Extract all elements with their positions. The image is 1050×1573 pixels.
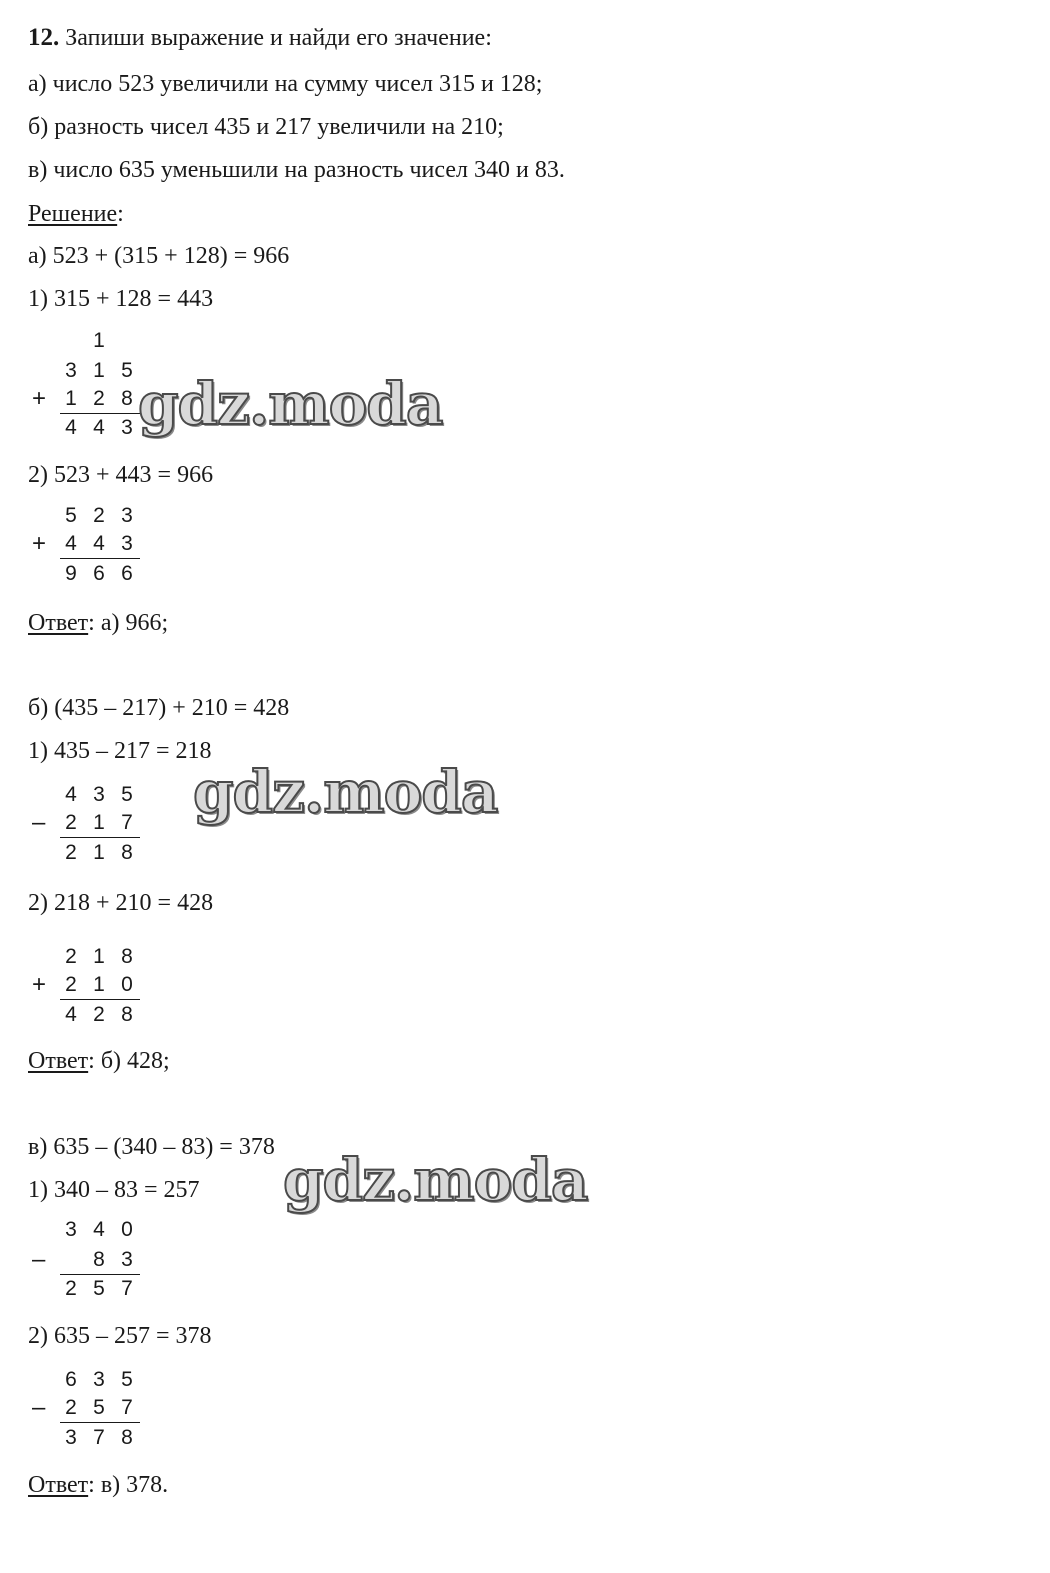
sum-line (60, 999, 140, 1000)
answer-value: : а) 966; (88, 610, 169, 636)
watermark: gdz.moda (138, 370, 443, 438)
digit: 4 (65, 532, 77, 555)
column-calc-b1 (28, 782, 158, 872)
digit: 4 (65, 783, 77, 806)
sum-line (60, 558, 140, 559)
digit: 1 (93, 945, 105, 968)
answer-label: Ответ (28, 1048, 89, 1074)
watermark: gdz.moda (193, 758, 498, 826)
digit: 9 (65, 562, 77, 585)
solution-colon: : (117, 201, 124, 227)
digit: 2 (65, 841, 77, 864)
digit: 7 (121, 1277, 133, 1300)
watermark: gdz.moda (283, 1146, 588, 1214)
answer-value: : б) 428; (88, 1048, 170, 1074)
solution-label: Решение (28, 201, 118, 227)
answer-value: : в) 378. (88, 1472, 169, 1498)
digit: 3 (93, 1368, 105, 1391)
part-c-expression: в) 635 – (340 – 83) = 378 (28, 1134, 275, 1160)
digit: 2 (65, 811, 77, 834)
difference-line (60, 837, 140, 838)
minus-sign: – (32, 809, 46, 836)
digit: 2 (65, 945, 77, 968)
digit: 8 (121, 1003, 133, 1026)
digit: 2 (93, 387, 105, 410)
digit: 4 (93, 532, 105, 555)
digit: 2 (65, 1396, 77, 1419)
digit: 0 (121, 973, 133, 996)
digit: 6 (93, 562, 105, 585)
solution-heading (28, 200, 124, 228)
digit: 5 (93, 1277, 105, 1300)
digit: 8 (121, 387, 133, 410)
column-calc-c2 (28, 1367, 158, 1457)
digit: 7 (121, 1396, 133, 1419)
task-header (28, 24, 492, 52)
digit: 5 (121, 359, 133, 382)
part-a-answer (28, 609, 168, 637)
digit: 3 (65, 1218, 77, 1241)
digit: 1 (93, 811, 105, 834)
digit: 4 (93, 416, 105, 439)
digit: 3 (121, 532, 133, 555)
digit: 2 (65, 1277, 77, 1300)
task-prompt: Запиши выражение и найди его значение: (65, 25, 492, 51)
column-calc-a2 (28, 503, 158, 593)
digit: 2 (65, 973, 77, 996)
minus-sign: – (32, 1246, 46, 1273)
digit: 5 (93, 1396, 105, 1419)
digit: 3 (121, 416, 133, 439)
task-item-a: а) число 523 увеличили на сумму чисел 315 и 128; (28, 71, 543, 97)
minus-sign: – (32, 1394, 46, 1421)
digit: 1 (93, 841, 105, 864)
part-c-step1: 1) 340 – 83 = 257 (28, 1177, 200, 1203)
part-a-expression: а) 523 + (315 + 128) = 966 (28, 243, 290, 269)
task-number: 12. (28, 24, 60, 51)
digit: 6 (65, 1368, 77, 1391)
answer-label: Ответ (28, 610, 89, 636)
part-b-expression: б) (435 – 217) + 210 = 428 (28, 695, 290, 721)
digit: 4 (65, 1003, 77, 1026)
digit: 5 (65, 504, 77, 527)
digit: 4 (93, 1218, 105, 1241)
digit: 7 (93, 1426, 105, 1449)
digit: 2 (93, 504, 105, 527)
column-calc-b2 (28, 944, 158, 1034)
digit: 8 (93, 1248, 105, 1271)
answer-label: Ответ (28, 1472, 89, 1498)
difference-line (60, 1422, 140, 1423)
digit: 1 (65, 387, 77, 410)
plus-sign: + (32, 530, 47, 557)
digit: 8 (121, 1426, 133, 1449)
plus-sign: + (32, 971, 47, 998)
part-c-answer (28, 1471, 168, 1499)
digit: 2 (93, 1003, 105, 1026)
digit: 3 (93, 783, 105, 806)
sum-line (60, 413, 140, 414)
plus-sign: + (32, 385, 47, 412)
difference-line (60, 1274, 140, 1275)
part-c-step2: 2) 635 – 257 = 378 (28, 1323, 212, 1349)
task-item-b: б) разность чисел 435 и 217 увеличили на 210; (28, 114, 504, 140)
digit: 3 (121, 1248, 133, 1271)
digit: 5 (121, 783, 133, 806)
part-b-step1: 1) 435 – 217 = 218 (28, 738, 212, 764)
digit: 8 (121, 945, 133, 968)
carry-digit: 1 (93, 329, 105, 352)
task-item-c: в) число 635 уменьшили на разность чисел 340 и 83. (28, 157, 565, 183)
digit: 3 (65, 1426, 77, 1449)
part-a-step2: 2) 523 + 443 = 966 (28, 462, 214, 488)
digit: 1 (93, 973, 105, 996)
digit: 8 (121, 841, 133, 864)
digit: 7 (121, 811, 133, 834)
digit: 1 (93, 359, 105, 382)
digit: 0 (121, 1218, 133, 1241)
digit: 5 (121, 1368, 133, 1391)
part-b-answer (28, 1047, 170, 1075)
digit: 3 (65, 359, 77, 382)
column-calc-c1 (28, 1217, 158, 1307)
part-a-step1: 1) 315 + 128 = 443 (28, 286, 214, 312)
part-b-step2: 2) 218 + 210 = 428 (28, 890, 214, 916)
digit: 3 (121, 504, 133, 527)
digit: 4 (65, 416, 77, 439)
digit: 6 (121, 562, 133, 585)
